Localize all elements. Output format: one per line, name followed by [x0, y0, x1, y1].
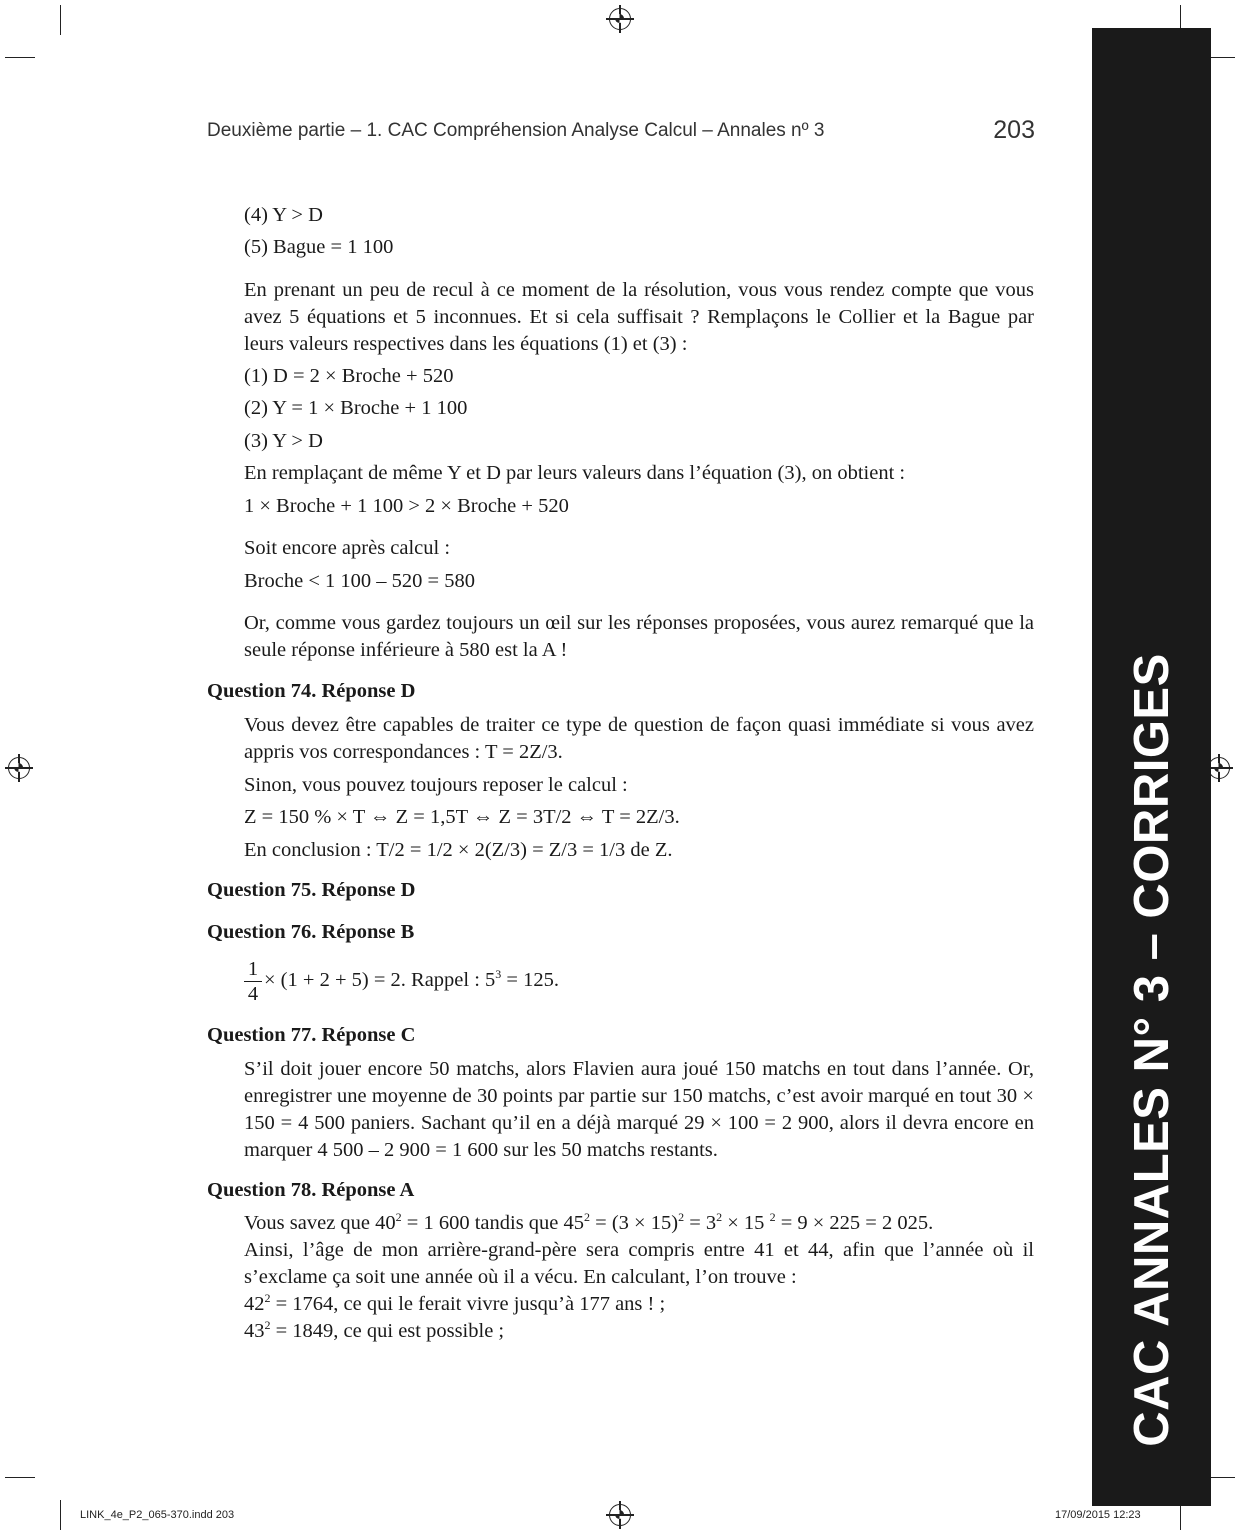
- page-number: 203: [993, 116, 1035, 144]
- fraction: [244, 958, 262, 1005]
- exponent: 2: [716, 1210, 723, 1224]
- exponent: 2: [584, 1210, 591, 1224]
- registration-mark-icon: [8, 757, 30, 779]
- question-78-heading: Question 78. Réponse A: [207, 1179, 415, 1201]
- q78-paragraph: Ainsi, l’âge de mon arrière-grand-père sera compris entre 41 et 44, afin que l’année où il s’exclame ça soit une année où il a vécu. En calculant, l’on trouve :: [244, 1239, 1034, 1288]
- question-77-heading: Question 77. Réponse C: [207, 1024, 416, 1046]
- text-line: Soit encore après calcul :: [244, 537, 451, 559]
- crop-mark: [60, 1500, 61, 1530]
- q74-paragraph: Vous devez être capables de traiter ce type de question de façon quasi immédiate si vous avez appris vos correspondances : T = 2Z/3.: [244, 714, 1034, 763]
- crop-mark: [5, 1477, 35, 1478]
- exponent: 2: [769, 1210, 776, 1224]
- list-item: (5) Bague = 1 100: [244, 236, 394, 258]
- exponent: 3: [495, 967, 502, 981]
- q76-text: × (1 + 2 + 5) = 2. Rappel : 5: [264, 969, 496, 991]
- equation-line: (2) Y = 1 × Broche + 1 100: [244, 397, 468, 419]
- exponent: 2: [678, 1210, 685, 1224]
- q77-paragraph: S’il doit jouer encore 50 matchs, alors Flavien aura joué 150 matchs en tout dans l’année. Or, enregistrer une moyenne de 30 points par partie sur 150 matchs, c’est avoir marqué en tout 30 × 150 = 4 500 paniers. Sachant qu’il en a déjà marqué 29 × 100 = 2 900, alors il devra encore en marquer 4 500 – 2 900 = 1 600 sur les 50 matchs restants.: [244, 1058, 1034, 1161]
- question-76-heading: Question 76. Réponse B: [207, 921, 415, 943]
- list-item: (4) Y > D: [244, 204, 323, 226]
- fraction-denominator: 4: [247, 983, 259, 1006]
- equation-line: (3) Y > D: [244, 430, 323, 452]
- running-title: Deuxième partie – 1. CAC Compréhension Analyse Calcul – Annales nº 3: [207, 120, 825, 141]
- question-74-heading: Question 74. Réponse D: [207, 680, 416, 702]
- result-line: Broche < 1 100 – 520 = 580: [244, 570, 475, 592]
- text-line: En remplaçant de même Y et D par leurs valeurs dans l’équation (3), on obtient :: [244, 462, 906, 484]
- question-75-heading: Question 75. Réponse D: [207, 879, 416, 901]
- equation-line: (1) D = 2 × Broche + 520: [244, 365, 454, 387]
- fraction-numerator: 1: [247, 958, 259, 980]
- registration-mark-icon: [609, 8, 631, 30]
- slug-date: 17/09/2015 12:23: [1055, 1509, 1141, 1521]
- crop-mark: [60, 5, 61, 35]
- exponent: 2: [395, 1210, 402, 1224]
- q74-line: Sinon, vous pouvez toujours reposer le calcul :: [244, 774, 628, 796]
- q76-text: = 125.: [501, 969, 559, 991]
- q74-line: Z = 150 % × T ⇔ Z = 1,5T ⇔ Z = 3T/2 ⇔ T = 2Z/3.: [244, 806, 680, 828]
- q74-line: En conclusion : T/2 = 1/2 × 2(Z/3) = Z/3 = 1/3 de Z.: [244, 839, 673, 861]
- inequation-line: 1 × Broche + 1 100 > 2 × Broche + 520: [244, 495, 569, 517]
- q78-line: $43^2 = 1849$, ce qui est possible ;: [244, 1318, 505, 1342]
- q78-line: Vous savez que $40^2 = 1$ 600 tandis que $45^2 = (3 \times 15)^2 = 3^2 \times 15$ $^2$ = 9 × 225 = 2 025.: [244, 1210, 934, 1234]
- q78-line: $42^2 = 1764$, ce qui le ferait vivre jusqu’à 177 ans ! ;: [244, 1291, 666, 1315]
- registration-mark-icon: [609, 1504, 631, 1526]
- paragraph-or: Or, comme vous gardez toujours un œil sur les réponses proposées, vous aurez remarqué que la seule réponse inférieure à 580 est la A !: [244, 612, 1034, 661]
- slug-filename: LINK_4e_P2_065-370.indd 203: [80, 1509, 235, 1521]
- exponent: 2: [264, 1318, 271, 1332]
- q76-formula: [264, 967, 1054, 994]
- registration-mark-icon: [1208, 757, 1230, 779]
- crop-mark: [5, 57, 35, 58]
- paragraph-recul: En prenant un peu de recul à ce moment de la résolution, vous vous rendez compte que vous avez 5 équations et 5 inconnues. Et si cela suffisait ? Remplaçons le Collier et la Bague par leurs valeurs respectives dans les équations (1) et (3) :: [244, 279, 1034, 355]
- exponent: 2: [264, 1291, 271, 1305]
- side-tab-label: CAC ANNALES N° 3 – CORRIGES: [1125, 653, 1179, 1447]
- fraction-bar: [244, 981, 262, 982]
